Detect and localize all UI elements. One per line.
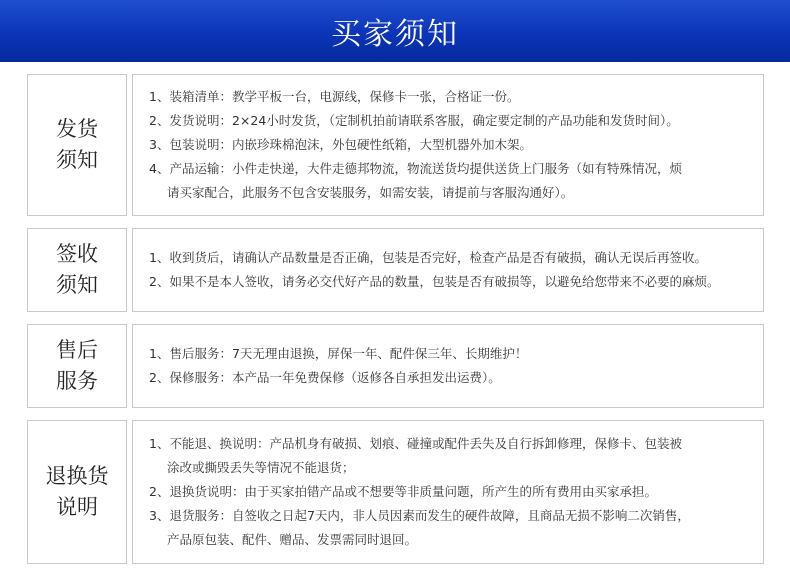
list-item: 2、保修服务：本产品一年免费保修（返修各自承担发出运费）。 [149, 370, 501, 385]
list-item-continuation: 产品原包装、配件、赠品、发票需同时退回。 [167, 532, 418, 547]
section-label-line: 退换货 [45, 464, 109, 488]
section-label-line: 发货 [56, 117, 98, 141]
list-item: 1、售后服务：7天无理由退换，屏保一年、配件保三年、长期维护！ [149, 346, 528, 361]
section-label-line: 须知 [56, 148, 98, 172]
section-label-line: 售后 [56, 338, 98, 362]
section-label [27, 228, 127, 312]
section-content [132, 228, 764, 312]
header-banner [0, 0, 790, 62]
section-label-line: 须知 [56, 273, 98, 297]
section-content [132, 324, 764, 408]
section-shipping-notice [27, 74, 764, 216]
section-after-sales [27, 324, 764, 408]
list-item: 3、包装说明：内嵌珍珠棉泡沫，外包硬性纸箱，大型机器外加木架。 [149, 137, 532, 152]
list-item: 1、收到货后，请确认产品数量是否正确，包装是否完好，检查产品是否有破损，确认无误后再签收。 [149, 250, 707, 265]
section-label-line: 签收 [56, 242, 98, 266]
list-item: 2、如果不是本人签收，请务必交代好产品的数量，包装是否有破损等，以避免给您带来不必要的麻烦。 [149, 274, 720, 289]
page-title: 买家须知 [331, 17, 459, 52]
section-content [132, 420, 764, 564]
list-item: 4、产品运输：小件走快递，大件走德邦物流，物流送货均提供送货上门服务（如有特殊情况，烦 [149, 161, 682, 176]
list-item: 2、退换货说明：由于买家拍错产品或不想要等非质量问题，所产生的所有费用由买家承担。 [149, 484, 657, 499]
section-content [132, 74, 764, 216]
section-label-line: 说明 [56, 495, 98, 519]
list-item: 1、不能退、换说明：产品机身有破损、划痕、碰撞或配件丢失及自行拆卸修理，保修卡、包装被 [149, 436, 682, 451]
list-item-continuation: 涂改或撕毁丢失等情况不能退货； [167, 460, 355, 475]
list-item: 3、退货服务：自签收之日起7天内，非人员因素而发生的硬件故障，且商品无损不影响二次销售， [149, 508, 690, 523]
section-label [27, 74, 127, 216]
section-label [27, 420, 127, 564]
list-item-continuation: 请买家配合，此服务不包含安装服务，如需安装，请提前与客服沟通好）。 [167, 185, 574, 200]
section-returns [27, 420, 764, 564]
list-item: 1、装箱清单：教学平板一台，电源线，保修卡一张，合格证一份。 [149, 89, 520, 104]
section-label-line: 服务 [56, 369, 98, 393]
list-item: 2、发货说明：2×24小时发货，（定制机拍前请联系客服，确定要定制的产品功能和发货时间）。 [149, 113, 679, 128]
section-label [27, 324, 127, 408]
section-receipt-notice [27, 228, 764, 312]
